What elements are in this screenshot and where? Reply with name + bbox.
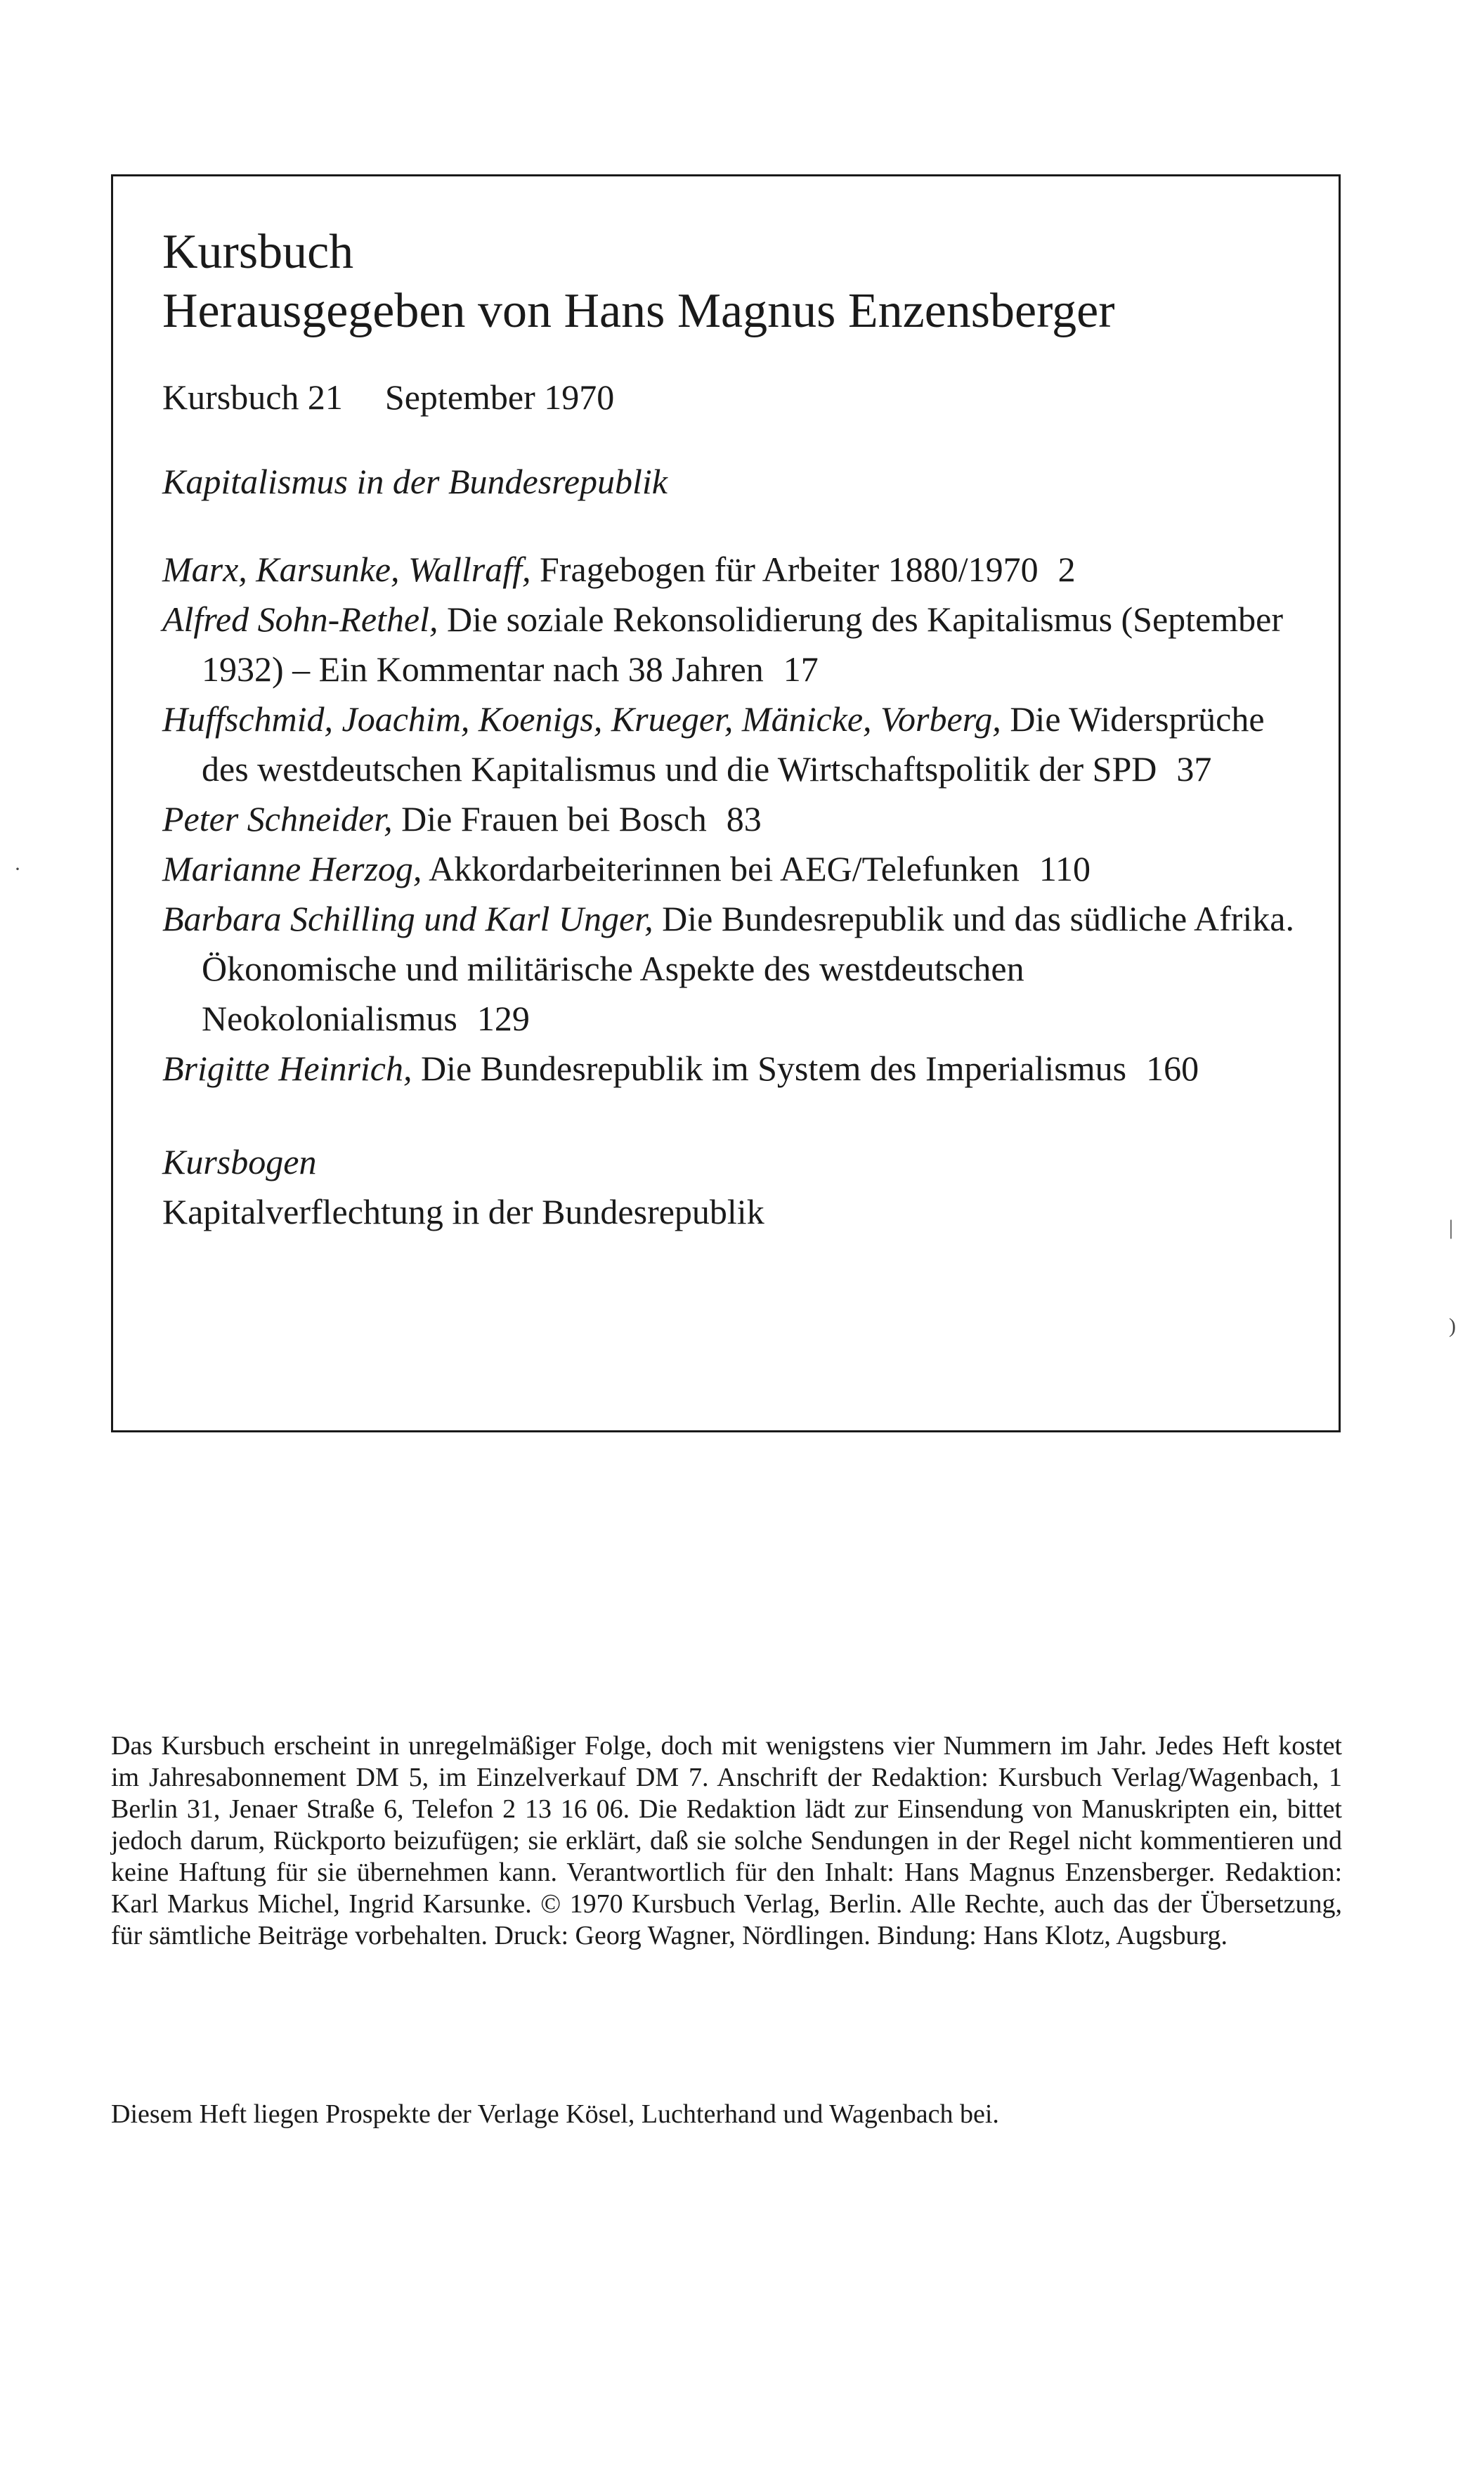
toc-page: 37 xyxy=(1176,749,1212,789)
margin-mark: · xyxy=(14,857,21,881)
kursbogen-title: Kapitalverflechtung in der Bundesrepublik xyxy=(162,1192,764,1231)
toc-title: Die Bundesrepublik und das südliche Afrika. Ökonomische und militärische Aspekte des westdeutschen Neokolonialismus xyxy=(202,899,1294,1038)
series-title: Kursbuch xyxy=(162,225,354,279)
toc-page: 129 xyxy=(476,999,530,1038)
toc-authors: Alfred Sohn-Rethel, xyxy=(162,600,438,639)
editor-line: Herausgegeben von Hans Magnus Enzensberger xyxy=(162,284,1115,338)
toc-page: 17 xyxy=(783,649,819,689)
contents-frame xyxy=(111,174,1341,1432)
issue-line xyxy=(162,376,1310,418)
imprint-text: Das Kursbuch erscheint in unregelmäßiger Folge, doch mit wenigstens vier Nummern im Jahr. Jedes Heft kostet im Jahresabonnement DM 5, im Einzelverkauf DM 7. Anschrift der Redaktion: Kursbuch Verlag/Wagenbach, 1 Berlin 31, Jenaer Straße 6, Telefon 2 13 16 06. Die Redaktion lädt zur Einsendung von Manuskripten ein, bittet jedoch darum, Rückporto beizufügen; sie erklärt, daß sie solche Sendungen in der Regel nicht kommentieren und keine Haftung für sie übernehmen kann. Verantwortlich für den Inhalt: Hans Magnus Enzensberger. Redaktion: Karl Markus Michel, Ingrid Karsunke. © 1970 Kursbuch Verlag, Berlin. Alle Rechte, auch das der Übersetzung, für sämtliche Beiträge vorbehalten. Druck: Georg Wagner, Nördlingen. Bindung: Hans Klotz, Augsburg. xyxy=(111,1731,1342,1950)
imprint-block xyxy=(111,1730,1342,1952)
margin-mark: ) xyxy=(1449,1314,1456,1338)
kursbogen-label: Kursbogen xyxy=(162,1142,317,1181)
toc-entry xyxy=(162,694,1310,794)
toc-title: Die Widersprüche des westdeutschen Kapitalismus und die Wirtschaftspolitik der SPD xyxy=(202,699,1265,789)
toc-entry xyxy=(162,545,1310,595)
kursbogen-section xyxy=(162,1137,1310,1237)
toc-authors: Barbara Schilling und Karl Unger, xyxy=(162,899,653,938)
toc-entry xyxy=(162,595,1310,694)
toc-authors: Peter Schneider, xyxy=(162,799,393,838)
toc-title: Die Bundesrepublik im System des Imperialismus xyxy=(421,1049,1127,1088)
toc-title: Akkordarbeiterinnen bei AEG/Telefunken xyxy=(429,849,1020,888)
toc-authors: Brigitte Heinrich, xyxy=(162,1049,412,1088)
toc-title: Die soziale Rekonsolidierung des Kapitalismus (September 1932) – Ein Kommentar nach 38 Jahren xyxy=(202,600,1283,689)
toc-title: Die Frauen bei Bosch xyxy=(401,799,707,838)
toc-entry xyxy=(162,1044,1310,1094)
contents-inner xyxy=(162,223,1310,1237)
toc-entry xyxy=(162,844,1310,894)
margin-mark: | xyxy=(1449,1216,1454,1239)
toc-page: 110 xyxy=(1039,849,1091,888)
toc-page: 83 xyxy=(726,799,762,838)
insert-note: Diesem Heft liegen Prospekte der Verlage Kösel, Luchterhand und Wagenbach bei. xyxy=(111,2099,999,2129)
table-of-contents xyxy=(162,545,1310,1094)
toc-page: 160 xyxy=(1146,1049,1199,1088)
toc-page: 2 xyxy=(1057,550,1076,589)
issue-date: September 1970 xyxy=(384,377,615,417)
toc-title: Fragebogen für Arbeiter 1880/1970 xyxy=(540,550,1039,589)
issue-theme: Kapitalismus in der Bundesrepublik xyxy=(162,462,668,501)
toc-authors: Marianne Herzog, xyxy=(162,849,422,888)
toc-authors: Huffschmid, Joachim, Koenigs, Krueger, Mänicke, Vorberg, xyxy=(162,699,1001,739)
toc-entry xyxy=(162,794,1310,844)
toc-entry xyxy=(162,894,1310,1044)
issue-number: Kursbuch 21 xyxy=(162,377,343,417)
toc-authors: Marx, Karsunke, Wallraff, xyxy=(162,550,531,589)
